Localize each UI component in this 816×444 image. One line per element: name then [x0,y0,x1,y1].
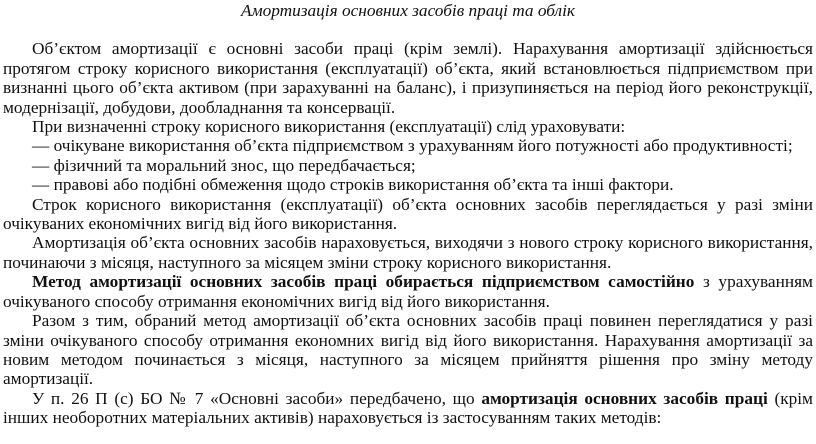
standard-reference-start: У п. 26 П (с) БО № 7 «Основні засоби» передбачено, що [32,388,482,408]
paragraph-useful-life-intro: При визначенні строку корисного використання (експлуатації) слід ураховувати: [32,117,626,137]
paragraph-useful-life-review: Строк корисного використання (експлуатації) об’єкта основних засобів переглядається у разі зміни очікуваних економічних вигід від його використання. [3,194,813,234]
list-item-legal-limits: — правові або подібні обмеження щодо строків використання об’єкта та інші фактори. [32,175,674,195]
standard-reference-bold: амортизація основних засобів праці [481,388,768,408]
paragraph-method-choice [3,272,813,311]
standard-reference-end: (крім інших необоротних матеріальних активів) нараховується із застосуванням таких методів: [3,388,813,428]
paragraph-amortization-object: Об’єктом амортизації є основні засоби праці (крім землі). Нарахування амортизації здійснюється протягом строку корисного використання (експлуатації) об’єкта, який встановлюється підприємством при визнанні цього об’єкта активом (при зарахуванні на баланс), і призупиняється на період його реконструкції, модернізації, добудови, дообладнання та консервації. [3,39,813,117]
method-choice-bold: Метод амортизації основних засобів праці обирається підприємством самостійно [32,272,695,292]
paragraph-standard-reference [3,389,813,428]
paragraph-new-useful-life: Амортизація об’єкта основних засобів нараховується, виходячи з нового строку корисного використання, починаючи з місяця, наступного за місяцем зміни строку корисного використання. [3,233,813,272]
paragraph-method-review: Разом з тим, обраний метод амортизації об’єкта основних засобів праці повинен переглядатися у разі зміни очікуваного способу отримання економних вигід від його використання. Нарахування амортизації за новим методом починається з місяця, наступного за місяцем прийняття рішення про зміну методу амортизації. [3,311,813,389]
list-item-expected-use: — очікуване використання об’єкта підприємством з урахуванням його потужності або продуктивності; [32,136,793,156]
document-page [3,0,813,428]
list-item-wear: — фізичний та моральний знос, що передбачається; [32,155,416,175]
method-choice-rest: з урахуванням очікуваного способу отримання економічних вигід від його використання. [3,272,813,311]
document-title: Амортизація основних засобів праці та облік [241,1,575,20]
